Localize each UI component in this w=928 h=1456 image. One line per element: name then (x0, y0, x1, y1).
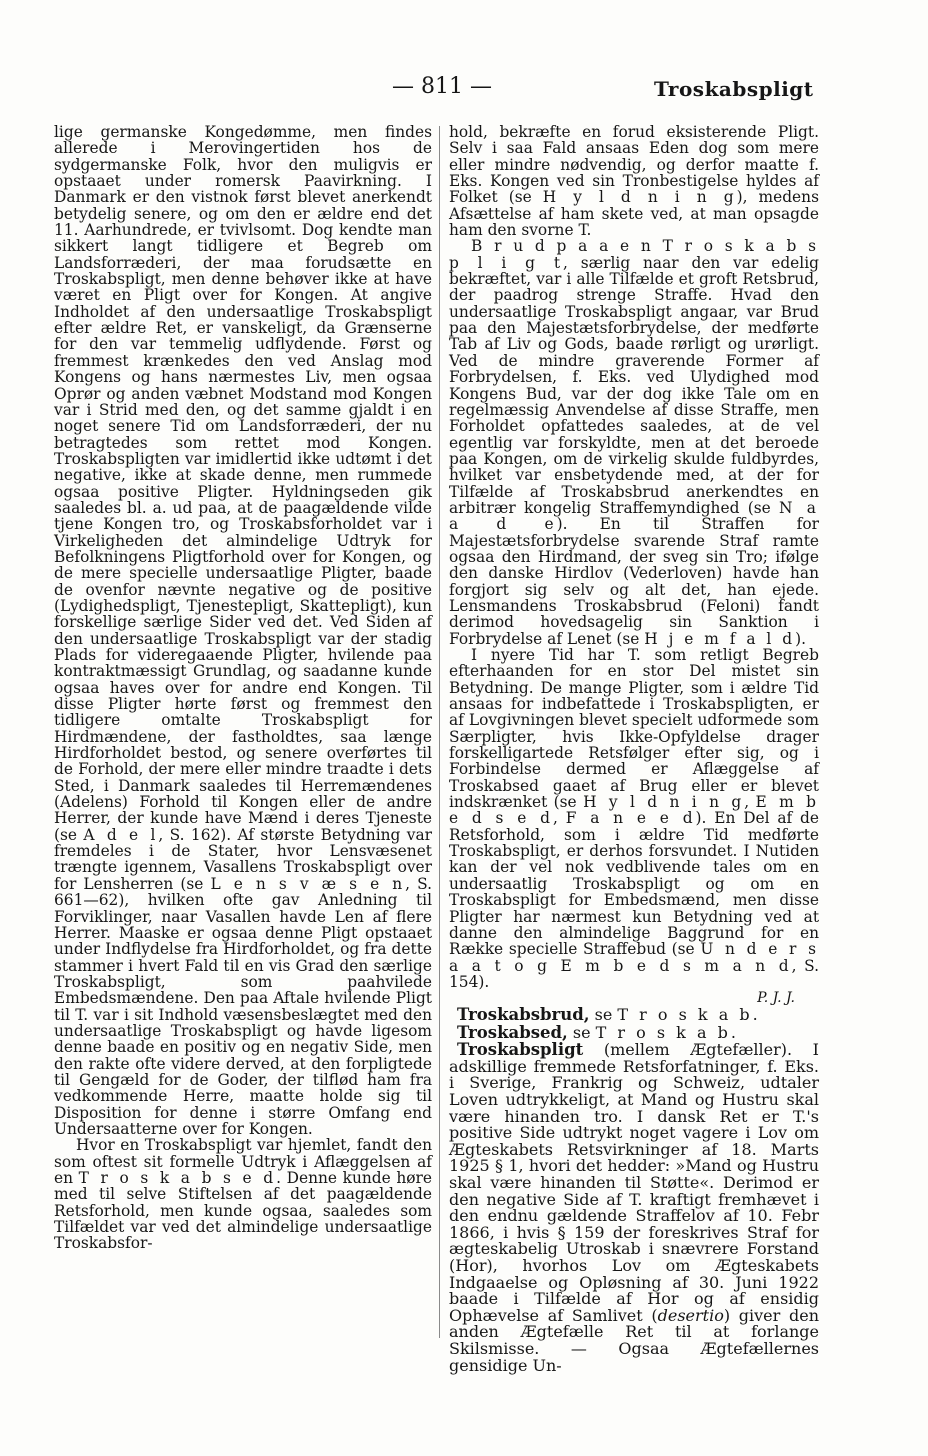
cross-reference: A d e l (83, 825, 159, 844)
paragraph: lige germanske Kongedømme, men findes allerede i Merovingertiden hos de sydgermanske Folk, hvor den muligvis er opstaaet under romersk Paavirkning. I Danmark er den vistnok først blevet anerkendt betydelig senere, og om den er ældre end det 11. Aarhundrede, er tvivlsomt. Dog kendte man sikkert langt tidligere et Begreb om Landsforræderi, der maa forudsætte en Troskabspligt, men denne behøver ikke at have været en Pligt over for Kongen. At angive Indholdet af den undersaatlige Troskabspligt efter ældre Ret, er vanskeligt, da Grænserne for den var temmelig udflydende. Først og fremmest krænkedes den ved Anslag mod Kongens og hans nærmestes Liv, men ogsaa Oprør og anden væbnet Modstand mod Kongen var i Strid med den, og det samme gjaldt i en noget senere Tid om Landsforræderi, der nu betragtedes som rettet mod Kongen. Troskabspligten var imidlertid ikke udtømt i det negative, ikke at skade denne, men rummede ogsaa positive Pligter. Hyldningseden gik saaledes bl. a. ud paa, at de paagældende vilde tjene Kongen tro, og Troskabsforholdet var i Virkeligheden det almindelige Udtryk for Befolkningens Pligtforhold over for Kongen, og de mere specielle undersaatlige Pligter, baade de ovenfor nævnte negative og de positive (Lydighedspligt, Tjenestepligt, Skattepligt), kun forskellige særlige Sider ved det. Ved Siden af den undersaatlige Troskabspligt var der stadig Plads for videregaaende Pligter, hvilende paa kontraktmæssigt Grundlag, og saadanne kunde ogsaa haves over for andre end Kongen. Til disse Pligter hørte først og fremmest den tidligere omtalte Troskabspligt for Hirdmændene, der fastholdtes, saa længe Hirdforholdet bestod, og senere overførtes til de Forhold, der mere eller mindre traadte i dets Sted, i Danmark saaledes til Herremændenes (Adelens) Forhold til Kongen eller de andre Herrer, der kunde have Mænd i deres Tjeneste (se A d e l, S. 162). Af største Betydning var fremdeles i de Stater, hvor Lensvæsenet trængte igennem, Vasallens Troskabspligt over for Lensherren (se L e n s v æ s e n, S. 661—62), hvilken ofte gav Anledning til Forviklinger, naar Vasallen havde Len af flere Herrer. Maaske er ogsaa denne Pligt opstaaet under Indflydelse fra Hirdforholdet, og fra dette stammer i hvert Fald til en vis Grad den særlige Troskabspligt, som paahvilede Embedsmændene. Den paa Aftale hvilende Pligt til T. var i sit Indhold væsensbeslægtet med den undersaatlige Troskabspligt og havde ligesom denne baade en positiv og en negativ Side, men den rakte ofte videre derved, at den forpligtede til Gengæld for de Goder, der tilflød ham fra vedkommende Herre, maatte holde sig til Disposition for denne i større Omfang end Undersaatterne over for Kongen. (54, 123, 433, 1138)
cross-reference: F a n e e d (565, 809, 696, 828)
entry-headword: Troskabsed, (457, 1023, 568, 1043)
cross-reference: E m b e d s e d (449, 793, 819, 828)
cross-reference: T r o s k a b. (595, 1023, 739, 1043)
dictionary-entry: Troskabspligt (mellem Ægtefæller). I adskillige fremmede Retsforfatninger, f. Eks. i Sverige, Frankrig og Schweiz, udtaler Loven udtrykkeligt, at Mand og Hustru skal være hinanden tro. I dansk Ret er T.'s positive Side udtrykt noget vagere i Lov om Ægteskabets Retsvirkninger af 18. Marts 1925 § 1, hvori det hedder: »Mand og Hustru skal være hinanden til Støtte«. Derimod er den negative Side af T. kraftigt fremhævet i den endnu gældende Straffelov af 10. Febr 1866, i hvis § 159 der foreskrives Straf for ægteskabelig Utroskab i snævrere Forstand (Hor), hvorhos Lov om Ægteskabets Indgaaelse og Opløsning af 30. Juni 1922 baade i Tilfælde af Hor og af ensidig Ophævelse af Samlivet (desertio) giver den anden Ægtefælle Ret til at forlange Skilsmisse. — Ogsaa Ægtefællernes gensidige Un- (449, 1040, 819, 1375)
author-signature: P. J. J. (757, 990, 795, 1007)
dictionary-entry: Troskabsbrud, se T r o s k a b. (457, 1005, 761, 1025)
cross-reference: T r o s k a b. (617, 1005, 761, 1025)
paragraph: hold, bekræfte en forud eksisterende Pligt. Selv i saa Fald ansaas Eden dog som mere eller mindre nødvendig, og derfor maatte f. Eks. Kongen ved sin Tronbestigelse hyldes af Folket (se H y l d n i n g), medens Afsættelse af ham skete ved, at man opsagde ham den svorne T. (449, 123, 819, 240)
entry-headword: Troskabspligt (457, 1040, 584, 1060)
column-rule (439, 126, 440, 1338)
dictionary-entry: Troskabsed, se T r o s k a b. (457, 1023, 739, 1043)
entry-headword: Troskabsbrud, (457, 1005, 590, 1025)
cross-reference: N a a d e (449, 498, 819, 534)
page-number: — 811 — (392, 74, 492, 99)
cross-reference: H j e m f a l d (644, 629, 796, 648)
cross-reference: L e n s v æ s e n (210, 874, 406, 893)
left-column (54, 124, 432, 1252)
paragraph: I nyere Tid har T. som retligt Begreb efterhaanden for en stor Del mistet sin Betydning. De mange Pligter, som i ældre Tid ansaas for indbefattede i Troskabspligten, er af Lovgivningen blevet specielt udformede som Særpligter, hvis Ikke-Opfyldelse drager forskelligartede Retsfølger efter sig, og i Forbindelse dermed er Aflæggelse af Troskabsed gaaet af Brug eller er blevet indskrænket (se H y l d n i n g, E m b e d s e d, F a n e e d). En Del af de Retsforhold, som i ældre Tid medførte Troskabspligt, er derhos forsvundet. I Nutiden kan der vel nok vedblivende tales om en undersaatlig Troskabspligt og om en Troskabspligt for Embedsmænd, men disse Pligter har nærmest kun Betydning ved at danne den almindelige Baggrund for en Række specielle Straffebud (se U n d e r s a a t o g E m b e d s m a n d, S. 154). (449, 646, 819, 991)
cross-reference: H y l d n i n g (542, 188, 737, 207)
cross-reference: H y l d n i n g (583, 793, 745, 812)
cross-reference: U n d e r s a a t o g E m b e d s m a n d (449, 940, 819, 975)
paragraph: Hvor en Troskabspligt var hjemlet, fandt den som oftest sit formelle Udtryk i Aflæggelsen af en T r o s k a b s e d. Denne kunde høre med til selve Stiftelsen af det paagældende Retsforhold, men kunde ogsaa, saaledes som Tilfældet var ved det almindelige undersaatlige Troskabsfor- (54, 1136, 432, 1253)
spaced-lead: B r u d p a a e n T r o s k a b s p l i g t (449, 237, 819, 272)
cross-reference: T r o s k a b s e d (78, 1169, 277, 1187)
running-title: Troskabspligt (654, 77, 814, 101)
right-column (449, 124, 819, 1374)
paragraph: B r u d p a a e n T r o s k a b s p l i g t, særlig naar den var edelig bekræftet, var i alle Tilfælde et groft Retsbrud, der paadrog strenge Straffe. Hvad den undersaatlige Troskabspligt angaar, var Brud paa den Majestætsforbrydelse, der medførte Tab af Liv og Gods, baade rørligt og urørligt. Ved de mindre graverende Former af Forbrydelsen, f. Eks. ved Ulydighed mod Kongens Bud, var der dog ikke Tale om en regelmæssig Anvendelse af disse Straffe, men Forholdet opfattedes saaledes, at de vel egentlig var forskyldte, men at det beroede paa Kongen, om de virkelig skulde fuldbyrdes, hvilket var ensbetydende med, at der for Tilfælde af Troskabsbrud anerkendtes en arbitrær kongelig Straffemyndighed (se N a a d e). En til Straffen for Majestætsforbrydelse svarende Straf ramte ogsaa den Hirdmand, der sveg sin Tro; ifølge den danske Hirdlov (Vederloven) havde han forgjort sig selv og alt det, han ejede. Lensmandens Troskabsbrud (Feloni) fandt derimod hovedsagelig sin Sanktion i Forbrydelse af Lenet (se H j e m f a l d). (449, 237, 820, 648)
